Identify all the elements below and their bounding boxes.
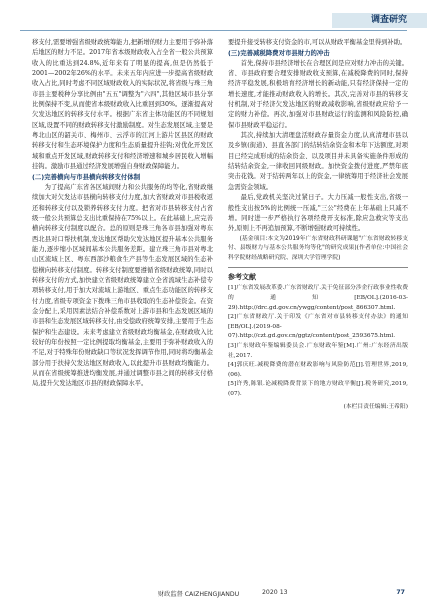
section-heading: (二)完善横向与市县横向转移支付体制 — [32, 173, 141, 182]
journal-name: 财政监督 CAIZHENGJIANDU — [158, 591, 240, 598]
reference-item: [5]许秀,陈银.论减税降费背景下的地方财政平衡[J].税务研究,2019,(07). — [228, 381, 408, 397]
paragraph: 首先,保持市县经济增长在合理区间是应对财力冲击的关键。省、市县政府要合理安排财政收支预算,在减税降费的同时,保持经济平稳发展,积极培育经济增长的新动能,只有经济保持一定的增长速度,才能推动财政收入的增长。其次,完善对市县的转移支付机制,对于经济欠发达地区的财政减收影响,省级财政应给予一定的财力补偿。再次,加强对市县财政运行的监测和风险防控,确保市县财政平稳运行。 — [228, 59, 408, 129]
paragraph: 其次,持续加大清理盘活财政存量资金力度,认真清理市县以及乡镇(街道)、县直各部门的结转结余资金和本年下达额度,对项目已经完成形成的结余资金、以及项目并未具备实施条件形成的结转结余资金,一律收回同级财政。加快资金拨付进度,严禁年底突击花钱。对于结转两年以上的资金,一律统筹用于经济社会发展急需资金领域。 — [228, 132, 408, 191]
paragraph: 最后,党政机关坚决过紧日子。大力压减一般性支出,省级一般性支出按5%的比例统一压减,"三公"经费在上年基础上只减不增。同时进一步严格执行各项经费开支标准,除应急救灾等支出外,原则上不再追加预算,不断增强财政可持续性。 — [228, 194, 408, 233]
page-header — [0, 0, 427, 28]
header-rule — [20, 30, 407, 31]
reference-item: [3]广东财政年鉴编辑委员会.广东财政年鉴[M].广州:广东经济出版社,2017. — [228, 342, 408, 359]
left-column — [32, 38, 213, 390]
references-title: 参考文献 — [228, 273, 256, 282]
page-footer — [0, 589, 427, 601]
paragraph: 要提升接受转移支付资金的市,可以从财政平衡基金里得到补助。 — [228, 39, 407, 46]
page-number: 77 — [396, 589, 405, 596]
reference-item: [1]广东省发展改革委.广东省财政厅.关于免征部分涉企行政事业性收费的通知[EB/OL].(2016-03-29).http://drc.gd.gov.cn/ywgg/content/post_866307.html. — [228, 285, 409, 311]
reference-item: [4]郭庆旺.减税降费的潜在财政影响与风险防范[J].管理世界,2019,(06). — [228, 362, 408, 378]
reference-item: [2]广东省财政厅.关于印发《广东省对市县转移支付办法》的通知[EB/OL].(2019-08-07).http://czt.gd.gov.cn/ggtz/content/post_2593675.html. — [228, 314, 408, 340]
section-heading: (三)完善减税降费对市县财力的冲击 — [228, 49, 330, 58]
funding-note: (基金项目:本文为2019年广东省财政科研课题"广东省财政转移支付、县级财力与基本公共服务均等化"的研究成果)(作者单位:中国社会科学院财经战略研究院、深圳大学管理学院) — [228, 235, 408, 261]
editor-credit: (本栏目责任编辑:王希阳) — [343, 403, 408, 410]
paragraph: 移支付,需要增强省级财政统筹能力,把新增的财力主要用于弥补落后地区的财力不足。2017年省本级财政收入占全省一般公共预算收入的比重达到24.8%,近年来有了明显的提高,但是仍然低于2001—2002年26%的水平。未来五年内应进一步提高省级财政收入占比,同时考虑不同区域财政收入的实际状况,将省级与珠三角市县主要税种分享比例由"五五"调整为"六四",其他区域市县分享比例保持不变,从而使省本级财政收入比重回到30%。逐渐提高对欠发达地区的转移支付水平。根据广东省主体功能区的不同规划区域,设置不同的财政转移支付激励制度。对生态发展区域,主要是粤北山区的韶关市、梅州市、云浮市的江河上游片区县区的财政转移支付和生态环境保护力度和生态质量提升挂钩;对优化开发区域和重点开发区域,财政转移支付和经济增速和城乡居民收入增幅挂钩。激励市县通过经济发展增强自身财政保障能力。 — [32, 39, 213, 171]
divider — [228, 267, 408, 268]
right-column — [228, 38, 408, 412]
issue-number: 2020 13 — [262, 589, 288, 596]
paragraph: 为了提高广东省各区域间财力和公共服务的均等化,省财政继续加大对欠发达市县横向转移支付力度,加大省财政对市县税收返还和转移支付以及锁养转移支付力度。把省对市县转移支付占省级一般公共预算总支出比重保持在75%以上。在此基础上,应完善横向转移支付制度以配合。总的原则是珠三角各市县加强对粤东西北县对口帮扶机制,发达地区帮助欠发达地区提升基本公共服务能力,逐步缩小区域间基本公共服务差距。建立珠三角市县对粤北山区流域上区、粤东西部沙粮食生产县等生态发展区域的生态补偿横向转移支付制度。转移支付制度要遵循省级财政统筹,同时以转移支付的方式,加快建立省级财政统筹建立全省流域生态补偿专项转移支付,用于加大对流域上游地区、重点生态功能区的转移支付力度,省级专项资金下拨珠三角市县收取的生态补偿资金。在资金分配上,采用因素法结合补偿系数对上游市县和生态发展区域的市县和生态发展区域转移支付,由受偿政府统筹安排,主要用于生态保护和生态建设。未来考虑建立省级财政均衡基金,在财政收入比较好的年份按照一定比例提取均衡基金,主要用于弥补财政收入的不足,对于特殊年份财政缺口等状况发挥调节作用,同时将均衡基金部分用于扶持欠发达地区财政收入,以此提升市县财政均衡能力。从而在省级统筹推进均衡发展,并通过调整市县之间的转移支付格局,提升欠发达地区市县的财政保障水平。 — [32, 183, 213, 388]
section-title: 调查研究 — [370, 15, 407, 25]
